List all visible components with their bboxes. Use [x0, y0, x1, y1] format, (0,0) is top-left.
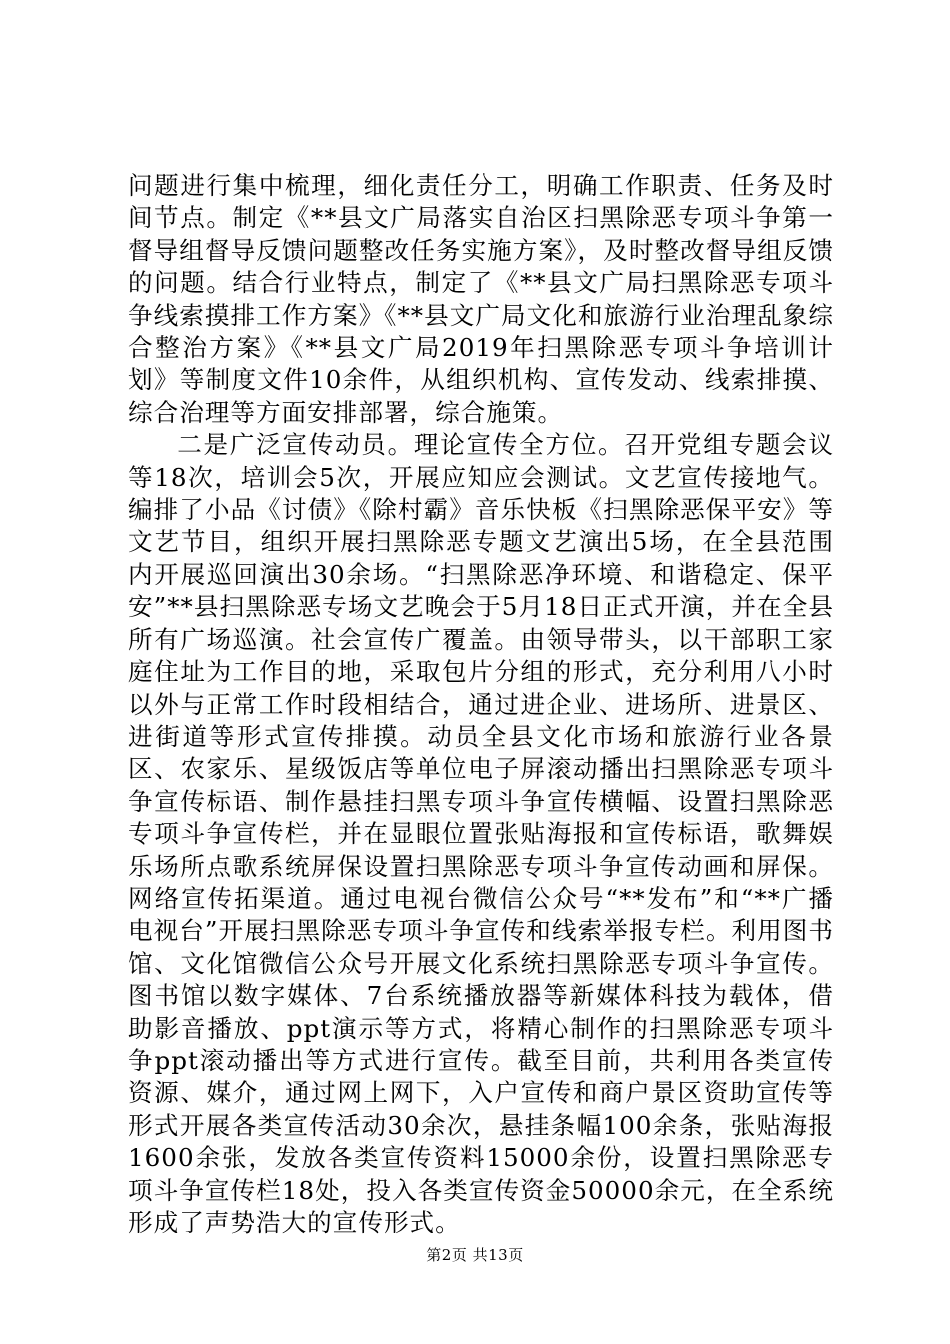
document-body [128, 170, 834, 1239]
page-number-footer: 第2页 共13页 [426, 1246, 524, 1264]
paragraph-1: 问题进行集中梳理，细化责任分工，明确工作职责、任务及时间节点。制定《**县文广局落实自治区扫黑除恶专项斗争第一督导组督导反馈问题整改任务实施方案》，及时整改督导组反馈的问题。结合行业特点，制定了《**县文广局扫黑除恶专项斗争线索摸排工作方案》《**县文广局文化和旅游行业治理乱象综合整治方案》《**县文广局2019年扫黑除恶专项斗争培训计划》等制度文件10余件，从组织机构、宣传发动、线索排摸、综合治理等方面安排部署，综合施策。 [128, 171, 834, 427]
paragraph-2: 二是广泛宣传动员。理论宣传全方位。召开党组专题会议等18次，培训会5次，开展应知应会测试。文艺宣传接地气。编排了小品《讨债》《除村霸》音乐快板《扫黑除恶保平安》等文艺节目，组织开展扫黑除恶专题文艺演出5场，在全县范围内开展巡回演出30余场。“扫黑除恶净环境、和谐稳定、保平安”**县扫黑除恶专场文艺晚会于5月18日正式开演，并在全县所有广场巡演。社会宣传广覆盖。由领导带头，以干部职工家庭住址为工作目的地，采取包片分组的形式，充分利用八小时以外与正常工作时段相结合，通过进企业、进场所、进景区、进街道等形式宣传排摸。动员全县文化市场和旅游行业各景区、农家乐、星级饭店等单位电子屏滚动播出扫黑除恶专项斗争宣传标语、制作悬挂扫黑专项斗争宣传横幅、设置扫黑除恶专项斗争宣传栏，并在显眼位置张贴海报和宣传标语，歌舞娱乐场所点歌系统屏保设置扫黑除恶专项斗争宣传动画和屏保。网络宣传拓渠道。通过电视台微信公众号“**发布”和“**广播电视台”开展扫黑除恶专项斗争宣传和线索举报专栏。利用图书馆、文化馆微信公众号开展文化系统扫黑除恶专项斗争宣传。图书馆以数字媒体、7台系统播放器等新媒体科技为载体，借助影音播放、ppt演示等方式，将精心制作的扫黑除恶专项斗争ppt滚动播出等方式进行宣传。截至目前，共利用各类宣传资源、媒介，通过网上网下，入户宣传和商户景区资助宣传等形式开展各类宣传活动30余次，悬挂条幅100余条，张贴海报1600余张，发放各类宣传资料15000余份，设置扫黑除恶专项斗争宣传栏18处，投入各类宣传资金50000余元，在全系统形成了声势浩大的宣传形式。 [128, 430, 834, 1237]
